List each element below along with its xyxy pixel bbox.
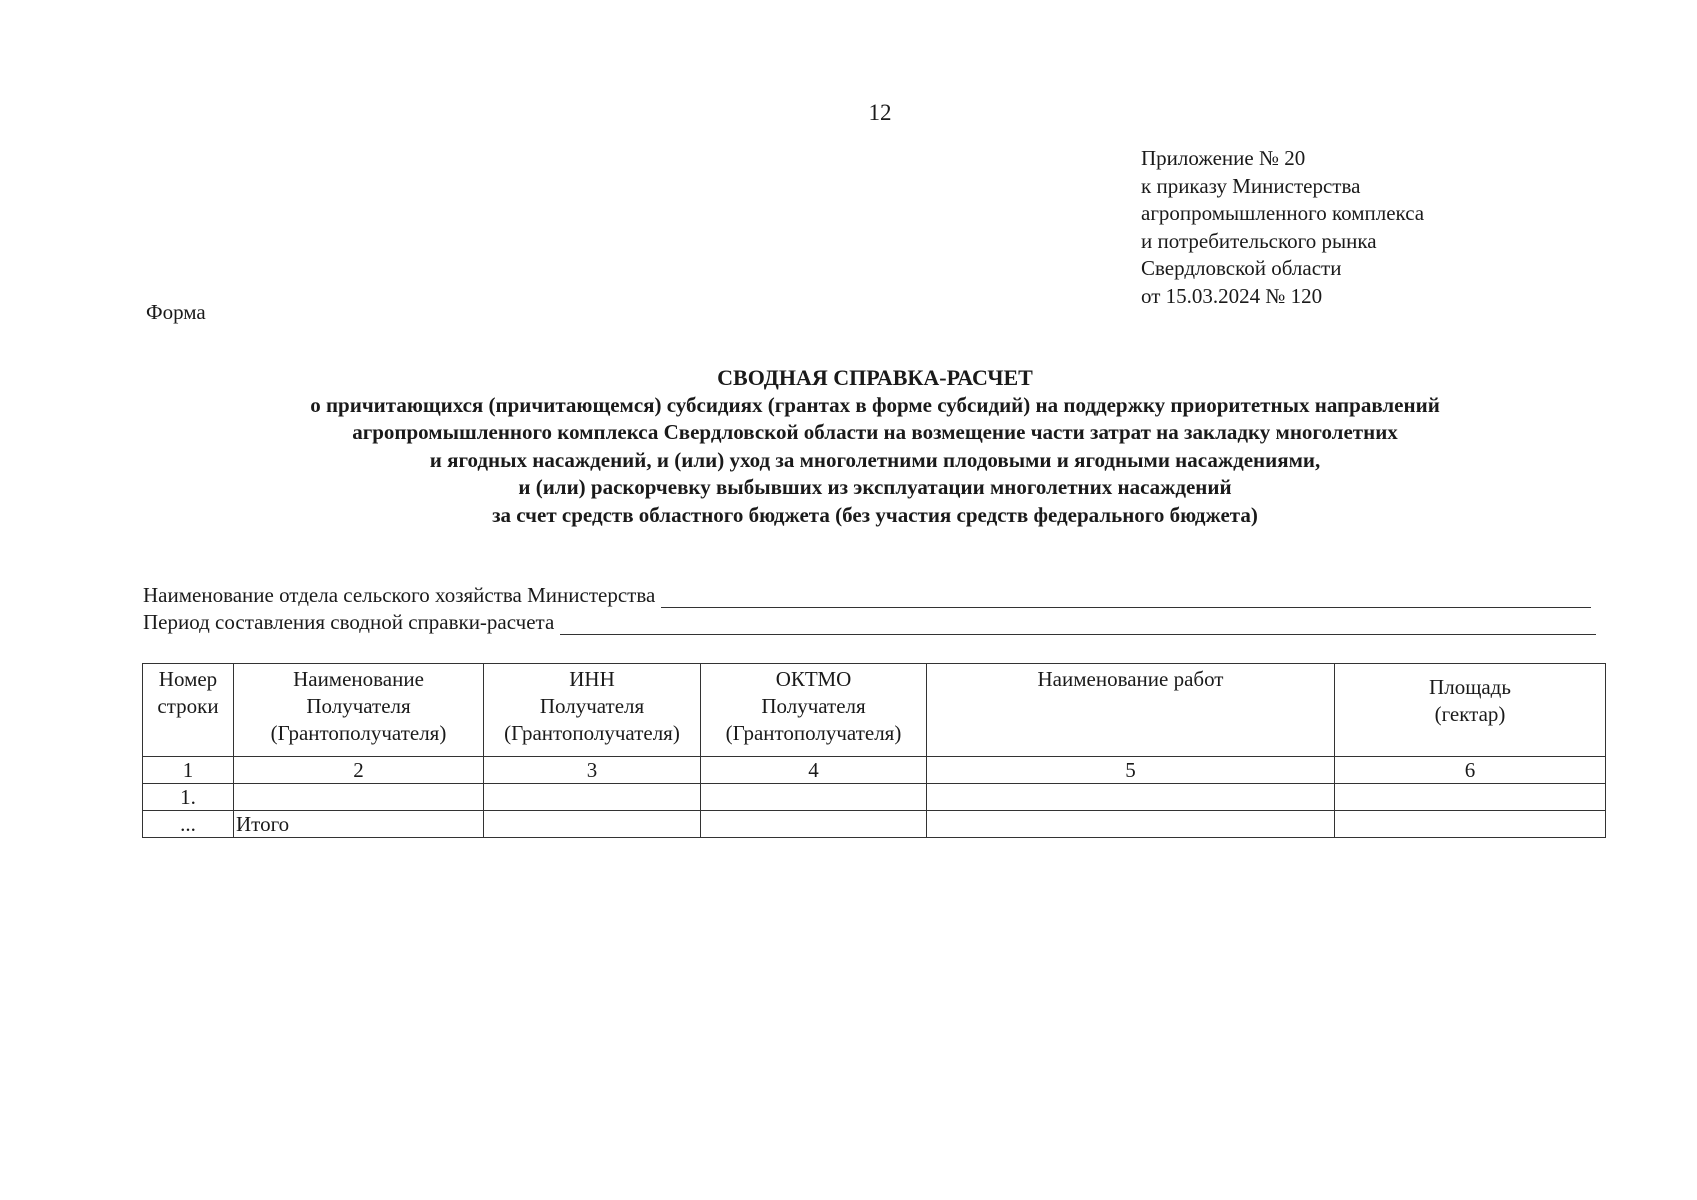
title-line: о причитающихся (причитающемся) субсидиях (грантах в форме субсидий) на поддержку приоритетных направлений — [310, 392, 1440, 417]
appendix-block — [1141, 145, 1424, 310]
table-cell[interactable] — [234, 784, 484, 811]
column-number: 3 — [484, 757, 701, 784]
table-cell: 1. — [143, 784, 234, 811]
document-title — [180, 364, 1570, 529]
summary-table — [142, 663, 1606, 838]
appendix-line: Приложение № 20 — [1141, 146, 1306, 170]
title-main: СВОДНАЯ СПРАВКА-РАСЧЕТ — [717, 365, 1033, 390]
department-label: Наименование отдела сельского хозяйства Министерства — [143, 583, 656, 607]
table-cell[interactable] — [927, 784, 1335, 811]
column-number: 2 — [234, 757, 484, 784]
table-cell[interactable] — [1335, 784, 1606, 811]
table-cell[interactable] — [1335, 811, 1606, 838]
table-cell[interactable] — [701, 784, 927, 811]
header-work-name: Наименование работ — [927, 664, 1335, 757]
table-cell[interactable] — [927, 811, 1335, 838]
title-line: и (или) раскорчевку выбывших из эксплуатации многолетних насаждений — [518, 475, 1232, 499]
column-number: 6 — [1335, 757, 1606, 784]
department-blank[interactable] — [661, 589, 1591, 608]
title-line: агропромышленного комплекса Свердловской области на возмещение части затрат на закладку многолетних — [352, 420, 1398, 444]
appendix-line: и потребительского рынка — [1141, 228, 1377, 253]
header-row-number: Номер строки — [143, 664, 234, 757]
page-number: 12 — [868, 100, 892, 125]
appendix-line: от 15.03.2024 № 120 — [1141, 283, 1323, 308]
total-label: Итого — [234, 811, 484, 838]
column-number: 1 — [143, 757, 234, 784]
header-inn: ИНН Получателя (Грантополучателя) — [484, 664, 701, 757]
title-line: за счет средств областного бюджета (без участия средств федерального бюджета) — [492, 502, 1258, 527]
table-row — [143, 784, 1606, 811]
table-cell[interactable] — [484, 811, 701, 838]
period-label: Период составления сводной справки-расчета — [143, 610, 555, 634]
title-line: и ягодных насаждений, и (или) уход за многолетними плодовыми и ягодными насаждениями, — [429, 447, 1321, 472]
header-area: Площадь (гектар) — [1335, 664, 1606, 757]
department-field — [143, 583, 1591, 608]
appendix-line: Свердловской области — [1141, 256, 1342, 280]
column-number: 4 — [701, 757, 927, 784]
period-field — [143, 610, 1596, 635]
period-blank[interactable] — [560, 616, 1596, 635]
table-header-row — [143, 664, 1606, 757]
form-label: Форма — [146, 300, 206, 324]
total-row — [143, 811, 1606, 838]
table-cell[interactable] — [484, 784, 701, 811]
header-oktmo: ОКТМО Получателя (Грантополучателя) — [701, 664, 927, 757]
table-cell: ... — [143, 811, 234, 838]
appendix-line: агропромышленного комплекса — [1141, 201, 1425, 225]
appendix-line: к приказу Министерства — [1141, 173, 1361, 198]
table-cell[interactable] — [701, 811, 927, 838]
column-number: 5 — [927, 757, 1335, 784]
column-number-row — [143, 757, 1606, 784]
header-recipient-name: Наименование Получателя (Грантополучателя) — [234, 664, 484, 757]
